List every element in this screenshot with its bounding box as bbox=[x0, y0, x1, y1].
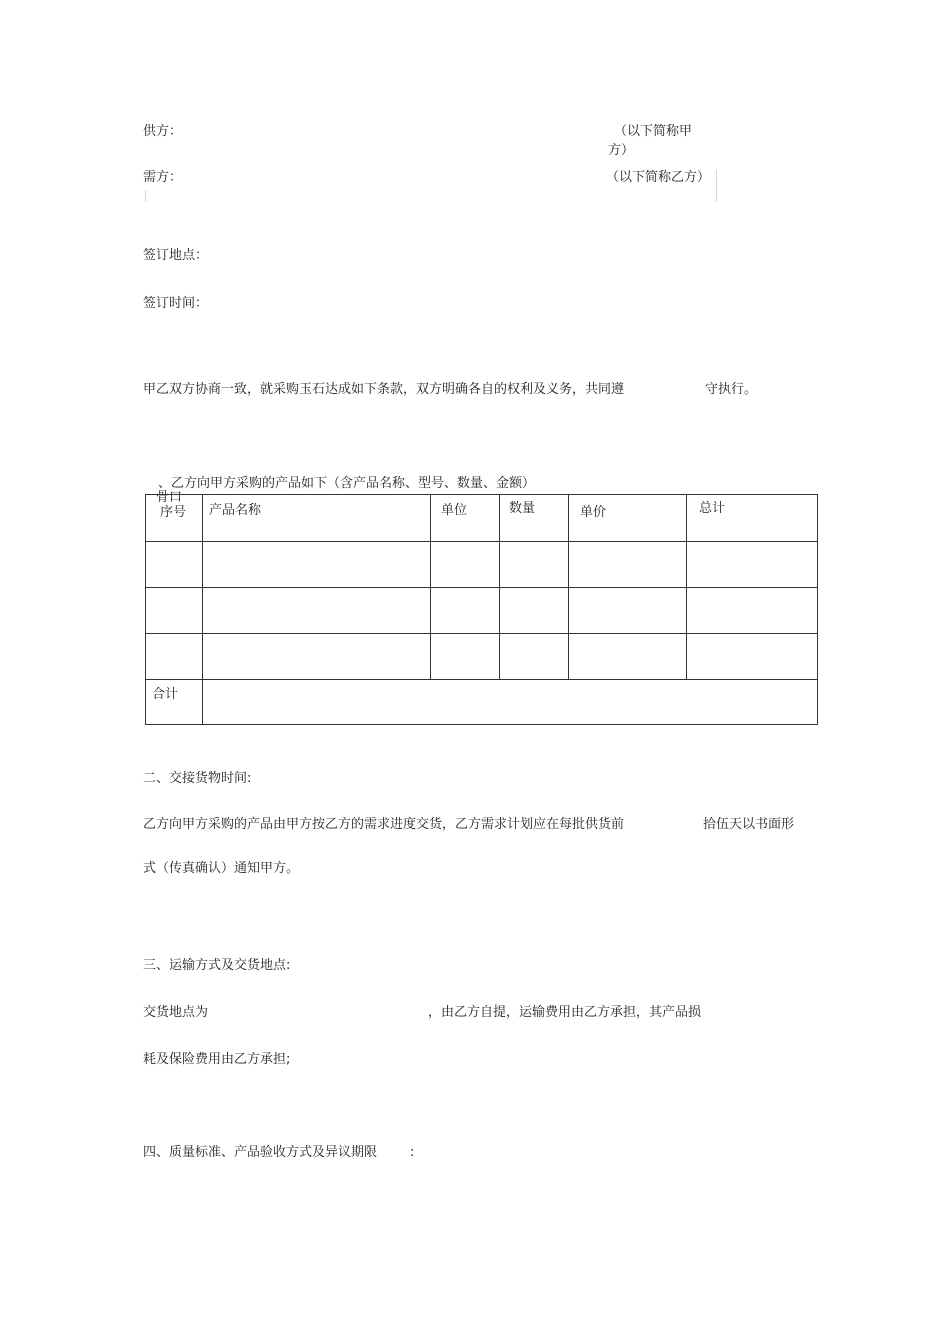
section2-line1-part1: 乙方向甲方采购的产品由甲方按乙方的需求进度交货，乙方需求计划应在每批供货前 bbox=[143, 817, 625, 832]
buyer-label: 需方： bbox=[143, 170, 183, 185]
section3-line1-part1: 交货地点为 bbox=[143, 1005, 209, 1020]
table-cell[interactable] bbox=[431, 588, 500, 634]
col-header-unit: 单位 bbox=[431, 495, 500, 542]
table-header-row bbox=[146, 495, 818, 542]
table-cell[interactable] bbox=[431, 634, 500, 680]
table-cell[interactable] bbox=[431, 542, 500, 588]
intro-text-part2: 守执行。 bbox=[705, 382, 758, 397]
field-divider-right bbox=[716, 170, 717, 202]
table-cell[interactable] bbox=[569, 588, 687, 634]
section4-title: 四、质量标准、产品验收方式及异议期限 bbox=[143, 1145, 378, 1160]
table-cell[interactable] bbox=[569, 542, 687, 588]
table-row bbox=[146, 542, 818, 588]
table-cell[interactable] bbox=[687, 634, 818, 680]
table-cell[interactable] bbox=[569, 634, 687, 680]
section1-title: 、乙方向甲方采购的产品如下（含产品名称、型号、数量、金额） bbox=[158, 476, 536, 491]
table-cell[interactable] bbox=[500, 542, 569, 588]
section1-overlap-mark: 骨口 bbox=[156, 490, 183, 505]
table-row bbox=[146, 634, 818, 680]
sign-time-label: 签订时间： bbox=[143, 296, 209, 311]
section2-line1-part2: 拾伍天以书面形 bbox=[703, 817, 795, 832]
supplier-note-line2: 方） bbox=[608, 143, 635, 158]
table-cell[interactable] bbox=[146, 542, 203, 588]
col-header-index: 序号 bbox=[146, 495, 203, 542]
table-cell[interactable] bbox=[687, 588, 818, 634]
col-header-product-name: 产品名称 bbox=[203, 495, 431, 542]
intro-text-part1: 甲乙双方协商一致，就采购玉石达成如下条款，双方明确各自的权利及义务，共同遵 bbox=[143, 382, 625, 397]
col-header-unit-price: 单价 bbox=[569, 495, 687, 542]
section2-title: 二、交接货物时间: bbox=[143, 771, 252, 786]
supplier-note-line1: （以下简称甲 bbox=[614, 124, 693, 139]
section2-line2: 式（传真确认）通知甲方。 bbox=[143, 861, 300, 876]
table-cell[interactable] bbox=[146, 634, 203, 680]
table-cell[interactable] bbox=[500, 634, 569, 680]
table-cell[interactable] bbox=[687, 542, 818, 588]
sign-place-label: 签订地点： bbox=[143, 248, 209, 263]
section3-line1-part2: ，由乙方自提，运输费用由乙方承担，其产品损 bbox=[428, 1005, 702, 1020]
table-row bbox=[146, 588, 818, 634]
total-label-cell: 合计 bbox=[146, 680, 203, 725]
col-header-total: 总计 bbox=[687, 495, 818, 542]
table-cell[interactable] bbox=[203, 542, 431, 588]
col-header-quantity: 数量 bbox=[500, 495, 569, 542]
section3-title: 三、运输方式及交货地点: bbox=[143, 958, 291, 973]
supplier-label: 供方： bbox=[143, 124, 183, 139]
table-cell[interactable] bbox=[500, 588, 569, 634]
table-cell[interactable] bbox=[146, 588, 203, 634]
buyer-note: （以下简称乙方） bbox=[606, 170, 711, 185]
table-total-row bbox=[146, 680, 818, 725]
field-divider-left bbox=[145, 190, 146, 202]
table-cell[interactable] bbox=[203, 588, 431, 634]
table-cell[interactable] bbox=[203, 634, 431, 680]
product-table bbox=[145, 494, 818, 725]
section4-colon: : bbox=[410, 1145, 415, 1160]
total-value-cell[interactable] bbox=[203, 680, 818, 725]
section3-line2: 耗及保险费用由乙方承担; bbox=[143, 1052, 291, 1067]
